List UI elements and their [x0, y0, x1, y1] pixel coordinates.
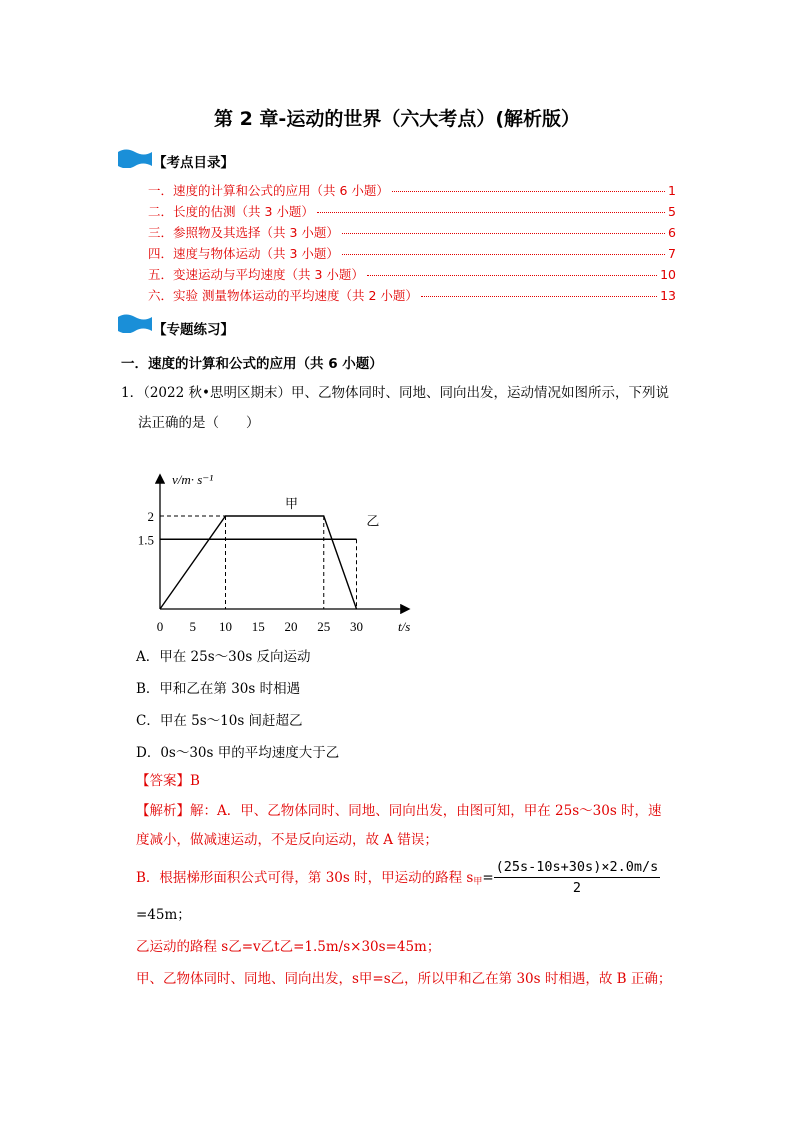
option-d[interactable]: D．0s～30s 甲的平均速度大于乙	[136, 745, 340, 761]
option-c[interactable]: C．甲在 5s～10s 间赶超乙	[136, 713, 303, 729]
yi-distance-line: 乙运动的路程 s乙=v乙t乙=1.5m/s×30s=45m；	[136, 939, 441, 955]
series-jia-line	[160, 516, 357, 609]
x-axis-label: t/s	[398, 619, 411, 634]
analysis-line1: 【解析】解：A．甲、乙物体同时、同地、同向出发，由图可知，甲在 25s～30s 时，速	[136, 803, 662, 819]
toc-flag-icon	[118, 148, 152, 172]
toc-item[interactable]: 三．参照物及其选择（共 3 小题） 6	[148, 225, 676, 240]
option-a[interactable]: A．甲在 25s～30s 反向运动	[136, 649, 311, 665]
practice-heading: 【专题练习】	[153, 322, 234, 338]
analysis-line2: 度减小，做减速运动，不是反向运动，故 A 错误；	[136, 832, 438, 848]
toc-heading: 【考点目录】	[153, 155, 234, 171]
y-tick-label: 2	[147, 509, 154, 524]
analysis-b-line: B．根据梯形面积公式可得，第 30s 时，甲运动的路程 s 甲 = $\frac{(25s-10s+30s)\times 2.0m/s}{2}$	[136, 859, 659, 896]
toc-item[interactable]: 四．速度与物体运动（共 3 小题） 7	[148, 246, 676, 261]
toc-item[interactable]: 六．实验 测量物体运动的平均速度（共 2 小题） 13	[148, 288, 676, 303]
x-tick-label: 5	[189, 619, 196, 634]
x-tick-label: 0	[156, 619, 164, 634]
toc-item[interactable]: 二．长度的估测（共 3 小题） 5	[148, 204, 676, 219]
conclusion-line: 甲、乙物体同时、同地、同向出发，s甲=s乙，所以甲和乙在第 30s 时相遇，故 B 正确；	[136, 971, 672, 987]
toc-item[interactable]: 五．变速运动与平均速度（共 3 小题） 10	[148, 267, 676, 282]
velocity-time-chart	[120, 468, 440, 638]
section-title: 一．速度的计算和公式的应用（共 6 小题）	[121, 356, 383, 372]
page-title: 第 2 章-运动的世界（六大考点）(解析版）	[213, 108, 581, 130]
fraction: $\frac{(25s-10s+30s)\times 2.0m/s}{2}$	[495, 859, 659, 896]
x-tick-label: 30	[350, 619, 363, 634]
x-tick-label: 15	[251, 619, 265, 634]
y-axis-label: v/m· s⁻¹	[172, 472, 214, 487]
x-tick-label: 20	[284, 619, 298, 634]
practice-flag-icon	[118, 313, 152, 337]
x-tick-label: 25	[317, 619, 331, 634]
question-stem-line2: 法正确的是（ ）	[138, 415, 260, 431]
series-yi-label: 乙	[366, 513, 380, 529]
x-tick-label: 10	[219, 619, 232, 634]
answer-label: 【答案】B	[136, 773, 200, 789]
option-b[interactable]: B．甲和乙在第 30s 时相遇	[136, 681, 301, 697]
question-stem-line1: 1．（2022 秋•思明区期末）甲、乙物体同时、同地、同向出发，运动情况如图所示，下列说	[121, 385, 669, 401]
y-tick-label: 1.5	[137, 532, 154, 548]
result-line: =45m；	[136, 907, 191, 923]
series-jia-label: 甲	[285, 496, 299, 511]
toc-item[interactable]: 一．速度的计算和公式的应用（共 6 小题） 1	[148, 183, 676, 198]
